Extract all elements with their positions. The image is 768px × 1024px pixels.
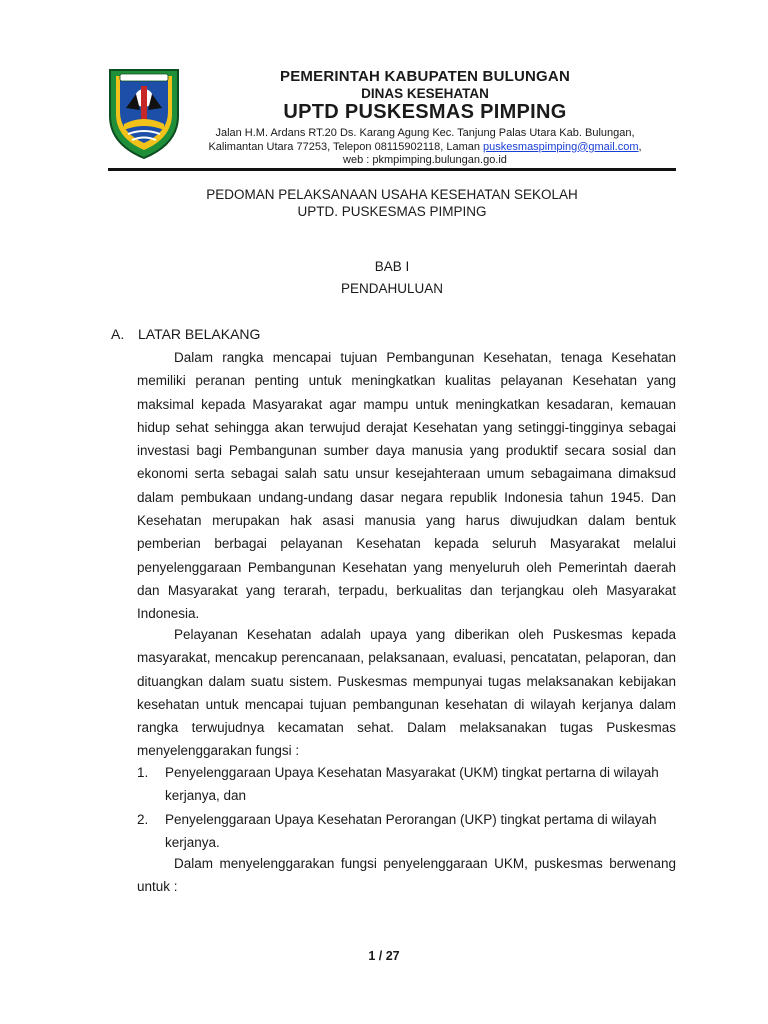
chapter-title: PENDAHULUAN [340, 281, 444, 296]
list-item-number: 1. [137, 765, 149, 780]
page-separator: / [375, 949, 386, 963]
document-title: PEDOMAN PELAKSANAAN USAHA KESEHATAN SEKOLAH [206, 187, 578, 202]
paragraph-1-text: Dalam rangka mencapai tujuan Pembangunan Kesehatan, tenaga Kesehatan memiliki peranan penting untuk meningkatkan kualitas pelayanan Kesehatan yang maksimal kepada Masyarakat agar mampu untuk meningkatkan kesadaran, kemauan hidup sehat sehingga akan terwujud derajat Kesehatan yang setinggi-tingginya sebagai investasi bagi Pembangunan sumber daya manusia yang produktif secara sosial dan ekonomi serta sebagai salah satu unsur kesejahteraan umum sebagaimana dimaksud dalam pembukaan undang-undang dasar negara republik Indonesia tahun 1945. Dan Kesehatan merupakan hak asasi manusia yang harus diwujudkan dalam bentuk pemberian berbagai pelayanan Kesehatan kepada seluruh Masyarakat melalui penyelenggaraan Pembangunan Kesehatan yang menyeluruh oleh Pemerintah daerah dan Masyarakat yang terarah, terpadu, berkualitas dan terjangkau oleh Masyarakat Indonesia. [137, 350, 676, 622]
letterhead-department: DINAS KESEHATAN [361, 86, 489, 101]
paragraph-3-text: Dalam menyelenggarakan fungsi penyelenggaraan UKM, puskesmas berwenang untuk : [137, 856, 676, 895]
document-subtitle: UPTD. PUSKESMAS PIMPING [297, 204, 487, 219]
paragraph-3 [137, 852, 676, 899]
chapter-number: BAB I [374, 259, 410, 274]
section-heading [111, 326, 260, 342]
list-item [137, 761, 676, 808]
list-item-text: Penyelenggaraan Upaya Kesehatan Masyarakat (UKM) tingkat pertarna di wilayah kerjanya, dan [165, 765, 659, 804]
paragraph-2 [137, 623, 676, 763]
letterhead-address [190, 127, 660, 168]
address-line-2 [190, 141, 660, 155]
page-number [0, 949, 768, 963]
address-line-1: Jalan H.M. Ardans RT.20 Ds. Karang Agung Kec. Tanjung Palas Utara Kab. Bulungan, [215, 127, 635, 139]
paragraph-2-text: Pelayanan Kesehatan adalah upaya yang diberikan oleh Puskesmas kepada masyarakat, mencakup perencanaan, pelaksanaan, evaluasi, pencatatan, pelaporan, dan dituangkan dalam suatu sistem. Puskesmas mempunyai tugas melaksanakan kebijakan kesehatan untuk mencapai tujuan pembangunan kesehatan di wilayah kerjanya dalam rangka terwujudnya kecamatan sehat. Dalam melaksanakan tugas Puskesmas menyelenggarakan fungsi : [137, 627, 676, 759]
address-line-2-prefix: Kalimantan Utara 77253, Telepon 08115902118, Laman [208, 140, 484, 153]
list-item-text: Penyelenggaraan Upaya Kesehatan Perorangan (UKP) tingkat pertama di wilayah kerjanya. [165, 811, 657, 850]
address-line-2-suffix: , [638, 140, 642, 153]
list-item-number: 2. [137, 811, 149, 827]
letterhead-divider [108, 168, 676, 171]
list-item [137, 808, 676, 855]
letterhead-institution: UPTD PUSKESMAS PIMPING [283, 101, 567, 123]
page-current: 1 [368, 949, 376, 963]
regency-crest-icon [106, 64, 182, 160]
function-list [137, 761, 676, 854]
page-total: 27 [385, 949, 400, 963]
letterhead-government: PEMERINTAH KABUPATEN BULUNGAN [280, 68, 570, 85]
section-title: LATAR BELAKANG [138, 326, 261, 342]
email-link[interactable]: puskesmaspimping@gmail.com [483, 140, 639, 153]
paragraph-1 [137, 346, 676, 626]
website-line: web : pkmpimping.bulungan.go.id [343, 154, 507, 166]
section-letter: A. [111, 326, 125, 342]
